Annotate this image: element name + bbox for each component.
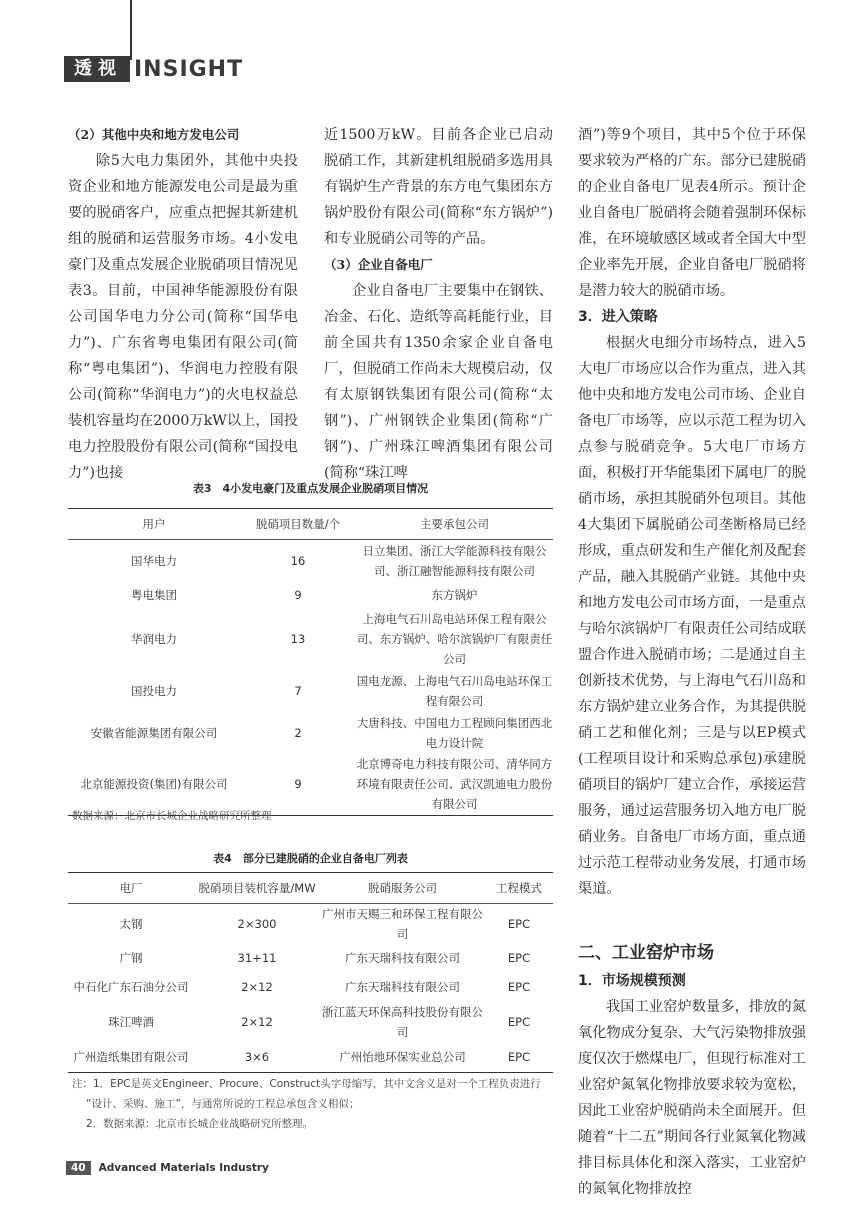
table-row	[68, 1042, 553, 1072]
cell-mode: EPC	[507, 951, 531, 965]
cell-contractor: 大唐科技、中国电力工程顾问集团西北电力设计院	[356, 715, 553, 750]
paragraph: 酒”)等9个项目，其中5个位于环保要求较为严格的广东。部分已建脱硝的企业自备电厂见表4所示。预计企业自备电厂脱硝将会随着强制环保标准，在环境敏感区域或者全国大中型企业率先开展，企业自备电厂脱硝将是潜力较大的脱硝市场。	[578, 127, 806, 299]
table-header-row	[68, 873, 553, 904]
table-3	[68, 508, 553, 816]
cell-count: 7	[294, 683, 302, 698]
cell-count: 16	[290, 553, 306, 568]
column-2	[324, 122, 553, 486]
column-3	[578, 122, 806, 1202]
cell-plant: 广州造纸集团有限公司	[68, 1042, 194, 1072]
heading-market-forecast: 1．市场规模预测	[578, 973, 686, 989]
cell-mode: EPC	[485, 1042, 553, 1072]
cell-contractor: 国电龙源、上海电气石川岛电站环保工程有限公司	[356, 673, 553, 708]
table-row	[68, 540, 553, 582]
cell-company: 广州怡地环保实业总公司	[320, 1042, 485, 1072]
cell-plant: 中石化广东石油分公司	[73, 980, 189, 994]
cell-capacity: 2×300	[237, 917, 277, 931]
table-row	[68, 944, 553, 972]
paragraph: 企业自备电厂主要集中在钢铁、冶金、石化、造纸等高耗能行业，目前全国共有1350余家企业自备电厂，但脱硝工作尚未大规模启动，仅有太原钢铁集团有限公司(简称“太钢”)、广州钢铁企业集团(简称“广钢”)、广州珠江啤酒集团有限公司(简称“珠江啤	[324, 283, 553, 481]
table-3-title: 表3 4小发电豪门及重点发展企业脱硝项目情况	[192, 482, 429, 495]
cell-plant: 珠江啤酒	[108, 1015, 154, 1029]
section-title-kiln: 二、工业窑炉市场	[578, 943, 714, 963]
table-4-notes	[72, 1074, 552, 1134]
column-header: 工程模式	[485, 873, 553, 904]
note-line: 注：1．EPC是英文Engineer、Procure、Construct头字母缩写，其中文含义是对一个工程负责进行	[72, 1078, 541, 1090]
page-number: 40	[66, 1161, 91, 1175]
column-header: 脱硝项目数量/个	[240, 509, 356, 540]
column-header: 主要承包公司	[356, 509, 553, 540]
cell-contractor: 东方锅炉	[431, 587, 478, 602]
column-header: 脱硝项目装机容量/MW	[194, 873, 320, 904]
column-header: 用户	[68, 509, 240, 540]
cell-count: 9	[240, 754, 356, 816]
cell-user: 国华电力	[131, 553, 177, 568]
cell-count: 13	[290, 631, 306, 646]
cell-user: 粤电集团	[131, 587, 177, 602]
table-header-row	[68, 509, 553, 540]
cell-company: 广东天瑞科技有限公司	[345, 980, 460, 994]
column-1	[68, 122, 298, 486]
table-row	[68, 1002, 553, 1042]
journal-name: Advanced Materials Industry	[98, 1162, 269, 1174]
section-label-en: INSIGHT	[134, 56, 244, 82]
column-header: 脱硝服务公司	[320, 873, 485, 904]
cell-mode: EPC	[507, 917, 531, 931]
cell-user: 国投电力	[131, 683, 177, 698]
cell-company: 浙江蓝天环保高科技股份有限公司	[322, 1005, 483, 1039]
cell-company: 广东天瑞科技有限公司	[345, 951, 460, 965]
header-vertical-rule	[130, 0, 132, 60]
heading-entry-strategy: 3．进入策略	[578, 309, 658, 325]
cell-plant: 太钢	[119, 917, 143, 931]
table-3-source: 数据来源：北京市长城企业战略研究所整理	[72, 810, 272, 822]
table-row	[68, 608, 553, 670]
paragraph: 根据火电细分市场特点，进入5大电厂市场应以合作为重点，进入其他中央和地方发电公司市场、企业自备电厂市场等，应以示范工程为切入点参与脱硝竞争。5大电厂市场方面，积极打开华能集团下属电厂的脱硝市场，承担其脱硝外包项目。其他4大集团下属脱硝公司垄断格局已经形成，重点研发和生产催化剂及配套产品，融入其脱硝产业链。其他中央和地方发电公司市场方面，一是重点与哈尔滨锅炉厂有限责任公司结成联盟合作进入脱硝市场；二是通过自主创新技术优势，与上海电气石川岛和东方锅炉建立业务合作，为其提供脱硝工艺和催化剂；三是与以EP模式(工程项目设计和采购总承包)承建脱硝项目的锅炉厂建立合作，承接运营服务，通过运营服务切入地方电厂脱硝业务。自备电厂市场方面，重点通过示范工程带动业务发展，打通市场渠道。	[578, 335, 806, 897]
cell-user: 北京能源投资(集团)有限公司	[68, 754, 240, 816]
table-4	[68, 872, 553, 1073]
table-row	[68, 582, 553, 608]
cell-contractor: 上海电气石川岛电站环保工程有限公司、东方锅炉、哈尔滨锅炉厂有限责任公司	[356, 611, 553, 666]
cell-user: 安徽省能源集团有限公司	[90, 725, 218, 740]
section-header	[64, 56, 243, 82]
paragraph: 近1500万kW。目前各企业已启动脱硝工作，其新建机组脱硝多选用具有锅炉生产背景的东方电气集团东方锅炉股份有限公司(简称“东方锅炉”)和专业脱硝公司等的产品。	[324, 127, 553, 247]
cell-mode: EPC	[507, 1015, 531, 1029]
cell-capacity: 3×6	[194, 1042, 320, 1072]
table-4-title: 表4 部分已建脱硝的企业自备电厂列表	[213, 852, 408, 865]
cell-company: 广州市天赐三和环保工程有限公司	[322, 907, 483, 941]
table-row	[68, 904, 553, 945]
note-line: “设计、采购、施工”，与通常所说的工程总承包含义相似；	[86, 1098, 360, 1110]
cell-mode: EPC	[507, 980, 531, 994]
table-row	[68, 670, 553, 712]
table-row	[68, 972, 553, 1002]
cell-count: 9	[294, 587, 302, 602]
subheading-self-owned: （3）企业自备电厂	[324, 257, 433, 272]
cell-contractor: 北京博奇电力科技有限公司、清华同方环境有限责任公司、武汉凯迪电力股份有限公司	[356, 754, 553, 816]
cell-contractor: 日立集团、浙江大学能源科技有限公司、浙江融智能源科技有限公司	[362, 543, 547, 578]
note-line: 2．数据来源：北京市长城企业战略研究所整理。	[86, 1118, 314, 1130]
page-footer	[66, 1161, 269, 1175]
cell-user: 华润电力	[131, 631, 177, 646]
paragraph: 我国工业窑炉数量多，排放的氮氧化物成分复杂、大气污染物排放强度仅次于燃煤电厂，但现行标准对工业窑炉氮氧化物排放要求较为宽松，因此工业窑炉脱硝尚未全面展开。但随着“十二五”期间各行业氮氧化物减排目标具体化和深入落实，工业窑炉的氮氧化物排放控	[578, 999, 806, 1197]
section-label-cn: 透视	[64, 56, 130, 82]
cell-count: 2	[294, 725, 302, 740]
cell-plant: 广钢	[119, 951, 143, 965]
column-header: 电厂	[68, 873, 194, 904]
cell-capacity: 31+11	[237, 951, 277, 965]
cell-capacity: 2×12	[241, 980, 273, 994]
subheading-other-central: （2）其他中央和地方发电公司	[68, 127, 240, 142]
table-row	[68, 712, 553, 754]
paragraph: 除5大电力集团外，其他中央投资企业和地方能源发电公司是最为重要的脱硝客户，应重点把握其新建机组的脱硝和运营服务市场。4小发电豪门及重点发展企业脱硝项目情况见表3。目前，中国神华能源股份有限公司国华电力分公司(简称“国华电力”)、广东省粤电集团有限公司(简称“粤电集团”)、华润电力控股有限公司(简称“华润电力”)的火电权益总装机容量均在2000万kW以上，国投电力控股股份有限公司(简称“国投电力”)也接	[68, 153, 298, 481]
cell-capacity: 2×12	[241, 1015, 273, 1029]
